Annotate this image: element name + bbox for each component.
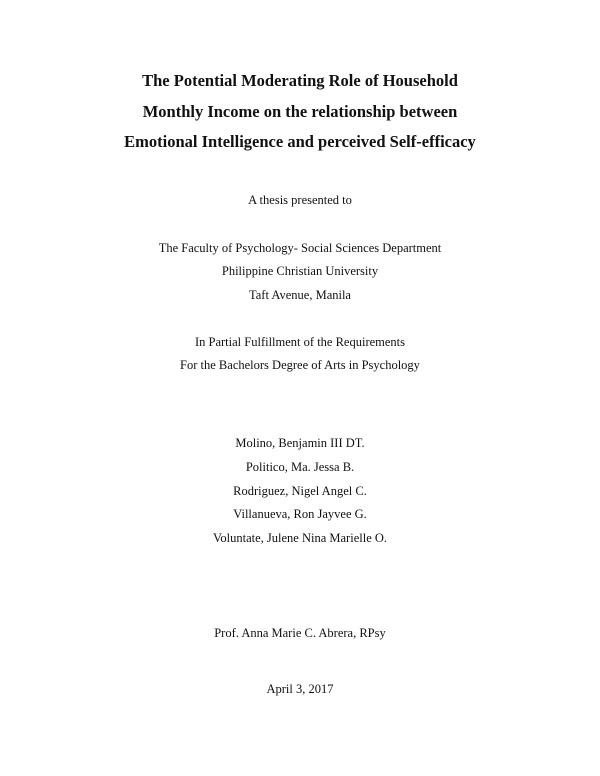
author-name: Molino, Benjamin III DT.	[235, 436, 365, 450]
author-name: Voluntate, Julene Nina Marielle O.	[212, 531, 388, 545]
fulfillment-line-2: For the Bachelors Degree of Arts in Psychology	[180, 358, 420, 372]
thesis-title-line-3: Emotional Intelligence and perceived Self-efficacy	[124, 132, 476, 151]
presentation-statement: A thesis presented to	[248, 193, 352, 207]
faculty-name: The Faculty of Psychology- Social Sciences Department	[158, 241, 442, 255]
thesis-title-line-1: The Potential Moderating Role of Household	[142, 71, 458, 90]
fulfillment-line-1: In Partial Fulfillment of the Requirements	[194, 335, 406, 349]
adviser-name: Prof. Anna Marie C. Abrera, RPsy	[214, 626, 386, 640]
author-name: Politico, Ma. Jessa B.	[245, 460, 355, 474]
author-name: Villanueva, Ron Jayvee G.	[233, 507, 367, 521]
thesis-title-line-2: Monthly Income on the relationship between	[142, 102, 458, 121]
author-name: Rodriguez, Nigel Angel C.	[233, 484, 367, 498]
submission-date: April 3, 2017	[266, 682, 334, 696]
university-address: Taft Avenue, Manila	[249, 288, 351, 302]
university-name: Philippine Christian University	[221, 264, 379, 278]
